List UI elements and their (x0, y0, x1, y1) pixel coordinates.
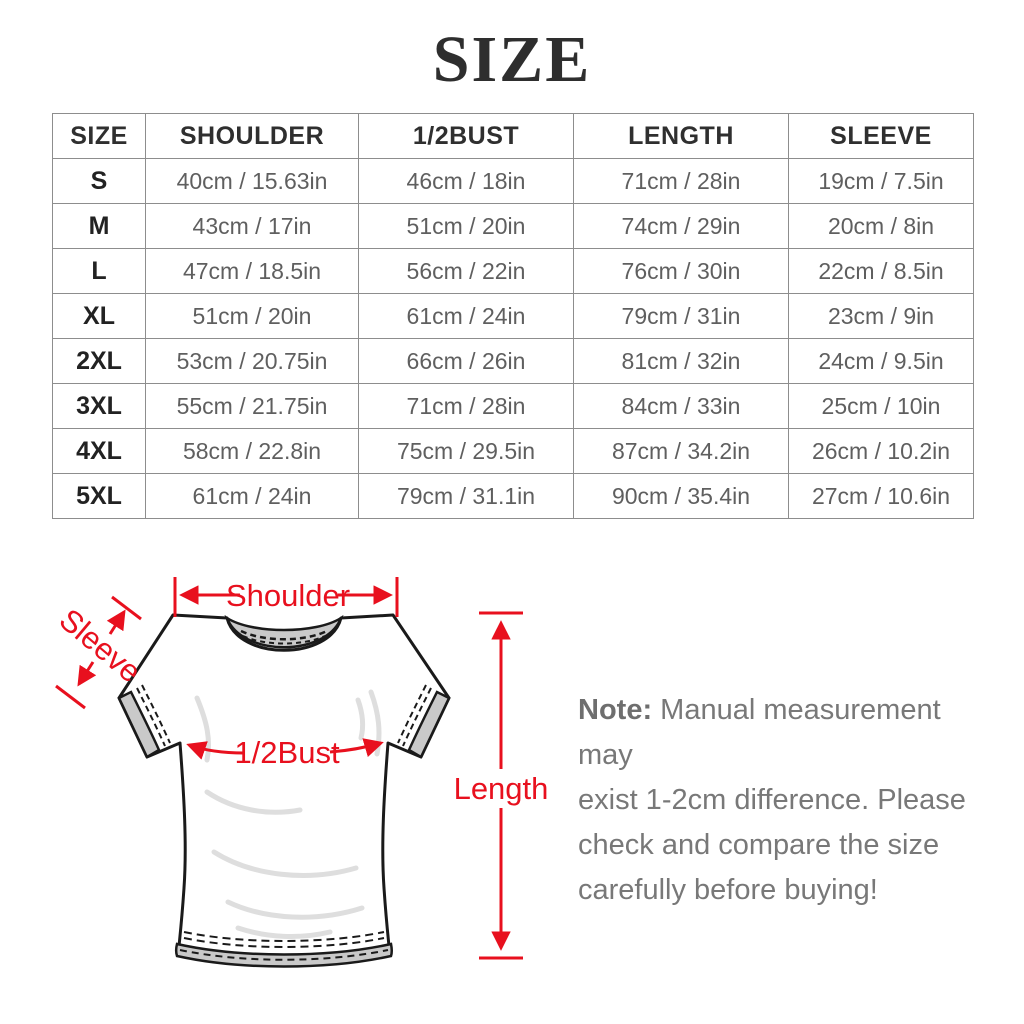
bust-cell: 75cm / 29.5in (359, 429, 574, 474)
shoulder-cell: 43cm / 17in (146, 204, 359, 249)
shoulder-cell: 40cm / 15.63in (146, 159, 359, 204)
length-cell: 87cm / 34.2in (574, 429, 789, 474)
measurement-note (578, 688, 988, 913)
note-line: carefully before buying! (578, 874, 878, 906)
length-cell: 76cm / 30in (574, 249, 789, 294)
size-cell: S (53, 159, 146, 204)
bust-label: 1/2Bust (234, 735, 340, 770)
bust-cell: 71cm / 28in (359, 384, 574, 429)
size-cell: XL (53, 294, 146, 339)
size-cell: 3XL (53, 384, 146, 429)
bust-cell: 79cm / 31.1in (359, 474, 574, 519)
shoulder-cell: 53cm / 20.75in (146, 339, 359, 384)
sleeve-label: Sleeve (52, 601, 148, 690)
size-cell: L (53, 249, 146, 294)
length-cell: 81cm / 32in (574, 339, 789, 384)
note-prefix: Note: (578, 694, 653, 726)
length-cell: 79cm / 31in (574, 294, 789, 339)
col-header-size: SIZE (53, 114, 146, 159)
note-line: exist 1-2cm difference. Please (578, 784, 966, 816)
sleeve-cell: 26cm / 10.2in (789, 429, 974, 474)
length-cell: 71cm / 28in (574, 159, 789, 204)
shoulder-label: Shoulder (225, 578, 351, 613)
size-cell: M (53, 204, 146, 249)
col-header-length: LENGTH (574, 114, 789, 159)
sleeve-cell: 22cm / 8.5in (789, 249, 974, 294)
length-cell: 74cm / 29in (574, 204, 789, 249)
length-cell: 84cm / 33in (574, 384, 789, 429)
shoulder-cell: 47cm / 18.5in (146, 249, 359, 294)
tshirt-outline (119, 615, 449, 955)
sleeve-cell: 19cm / 7.5in (789, 159, 974, 204)
shoulder-cell: 55cm / 21.75in (146, 384, 359, 429)
bust-cell: 61cm / 24in (359, 294, 574, 339)
col-header-bust: 1/2BUST (359, 114, 574, 159)
sleeve-cell: 24cm / 9.5in (789, 339, 974, 384)
bust-cell: 66cm / 26in (359, 339, 574, 384)
sleeve-cell: 25cm / 10in (789, 384, 974, 429)
shoulder-cell: 61cm / 24in (146, 474, 359, 519)
bust-cell: 56cm / 22in (359, 249, 574, 294)
note-line: check and compare the size (578, 829, 940, 861)
size-cell: 4XL (53, 429, 146, 474)
size-cell: 2XL (53, 339, 146, 384)
page-title: SIZE (432, 23, 592, 96)
note-line: Note: Manual measurement may (578, 694, 941, 771)
sleeve-cell: 23cm / 9in (789, 294, 974, 339)
sleeve-cell: 20cm / 8in (789, 204, 974, 249)
shoulder-cell: 58cm / 22.8in (146, 429, 359, 474)
bust-cell: 46cm / 18in (359, 159, 574, 204)
length-cell: 90cm / 35.4in (574, 474, 789, 519)
col-header-shoulder: SHOULDER (146, 114, 359, 159)
col-header-sleeve: SLEEVE (789, 114, 974, 159)
shoulder-cell: 51cm / 20in (146, 294, 359, 339)
length-label: Length (453, 771, 549, 806)
sleeve-cell: 27cm / 10.6in (789, 474, 974, 519)
bust-cell: 51cm / 20in (359, 204, 574, 249)
size-cell: 5XL (53, 474, 146, 519)
